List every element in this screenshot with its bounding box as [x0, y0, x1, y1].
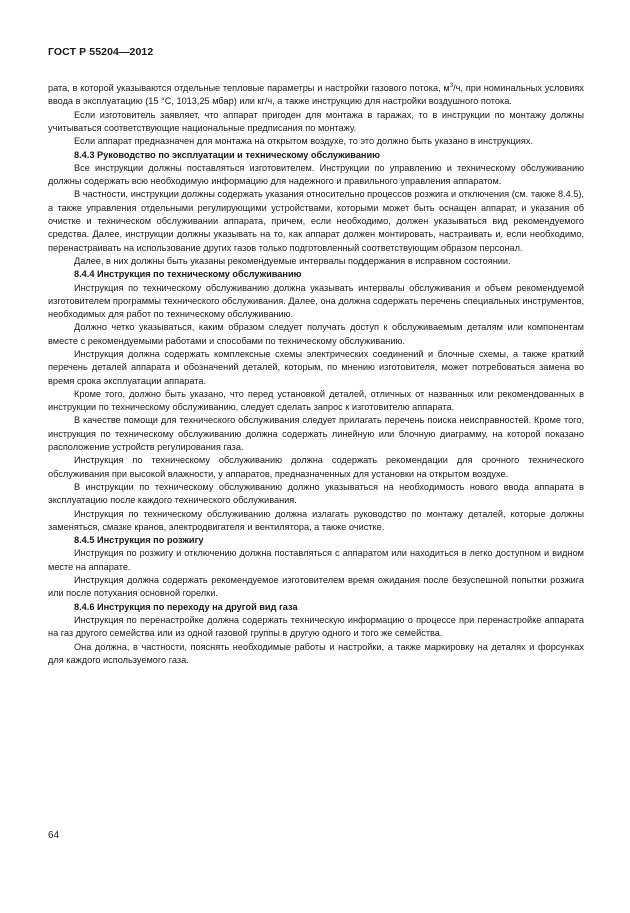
paragraph: Инструкция по техническому обслуживанию должна излагать руководство по монтажу деталей, которые должны заменяться, смазке кранов, электродвигателя и вентилятора, а также очистке. [48, 508, 584, 532]
section-heading: 8.4.5 Инструкция по розжигу [74, 535, 204, 546]
paragraph: Инструкция по розжигу и отключению должна поставляться с аппаратом или находиться в легко доступном и видном месте на аппарате. [48, 548, 584, 572]
document-body [48, 80, 584, 667]
paragraph: В качестве помощи для технического обслуживания следует прилагать перечень поиска неисправностей. Кроме того, инструкция по техническому обслуживанию должна содержать линейную или блочную диаграмму, на которой показано расположение устройств регулирования газа. [48, 415, 584, 453]
document-header: ГОСТ Р 55204—2012 [48, 46, 154, 58]
paragraph: Она должна, в частности, пояснять необходимые работы и настройки, а также маркировку на деталях и форсунках для каждого используемого газа. [48, 641, 584, 665]
paragraph: Кроме того, должно быть указано, что перед установкой деталей, отличных от названных или рекомендованных в инструкции по техническому обслуживанию, следует сделать запрос к изготовителю аппарата. [48, 388, 584, 413]
paragraph: В частности, инструкции должны содержать указания относительно процессов розжига и отключения (см. также 8.4.5), а также управления отдельными регулирующими устройствами, которыми может быть оснащен аппарат, и указания об очистке и техническом обслуживании аппарата, причем, если необходимо, должен указываться вид рекомендуемого средства. Далее, инструкции должны указывать на то, как аппарат должен монтировать, настраивать и, если необходимо, перенастраивать на использование других газов только подготовленный соответствующим образом персонал. [48, 189, 584, 253]
paragraph: Инструкция по техническому обслуживанию должна содержать рекомендации для срочного технического обслуживания при высокой влажности, у аппаратов, предназначенных для установки на открытом воздухе. [48, 455, 584, 479]
paragraph: Инструкция должна содержать комплексные схемы электрических соединений и блочные схемы, а также краткий перечень деталей аппарата и обозначений деталей, которым, по мнению изготовителя, может потребоваться замена во время срока эксплуатации аппарата. [48, 349, 584, 386]
paragraph: Инструкция по техническому обслуживанию должна указывать интервалы обслуживания и объем рекомендуемой изготовителем программы технического обслуживания. Далее, она должна содержать перечень специальных инструментов, необходимых для работ по техническому обслуживанию. [48, 282, 584, 320]
paragraph: Должно четко указываться, каким образом следует получать доступ к обслуживаемым деталям или компонентам вместе с рекомендуемыми работами и способами по техническому обслуживанию. [48, 322, 584, 346]
page-number: 64 [48, 830, 60, 841]
paragraph-continuation: рата, в которой указываются отдельные тепловые параметры и настройки газового потока, $м^3/ч$, при номинальных условиях ввода в эксплуатацию (15 °С, 1013,25 мбар) или кг/ч, а также инструкцию для настройки воздушного потока. [48, 83, 584, 107]
section-heading: 8.4.4 Инструкция по техническому обслуживанию [74, 269, 302, 280]
paragraph: Если аппарат предназначен для монтажа на открытом воздухе, то это должно быть указано в инструкциях. [74, 136, 534, 147]
paragraph: Все инструкции должны поставляться изготовителем. Инструкции по управлению и техническому обслуживанию должны содержать всю необходимую информацию для надежного и правильного управления аппаратом. [48, 162, 584, 187]
paragraph: В инструкции по техническому обслуживанию должно указываться на необходимость нового ввода аппарата в эксплуатацию после каждого технического обслуживания. [48, 481, 584, 506]
paragraph: Инструкция должна содержать рекомендуемое изготовителем время ожидания после безуспешной попытки розжига или после потухания основной горелки. [48, 575, 584, 599]
section-heading: 8.4.6 Инструкция по переходу на другой вид газа [74, 601, 298, 612]
paragraph: Если изготовитель заявляет, что аппарат пригоден для монтажа в гаражах, то в инструкции по монтажу должны учитываться соответствующие национальные предписания по монтажу. [48, 109, 584, 133]
paragraph: Инструкция по перенастройке должна содержать техническую информацию о процессе при перенастройке аппарата на газ другого семейства или из одной газовой группы в другую одного и того же семейства. [48, 614, 584, 639]
paragraph: Далее, в них должны быть указаны рекомендуемые интервалы поддержания в исправном состоянии. [74, 255, 511, 266]
section-heading: 8.4.3 Руководство по эксплуатации и техническому обслуживанию [74, 149, 380, 160]
